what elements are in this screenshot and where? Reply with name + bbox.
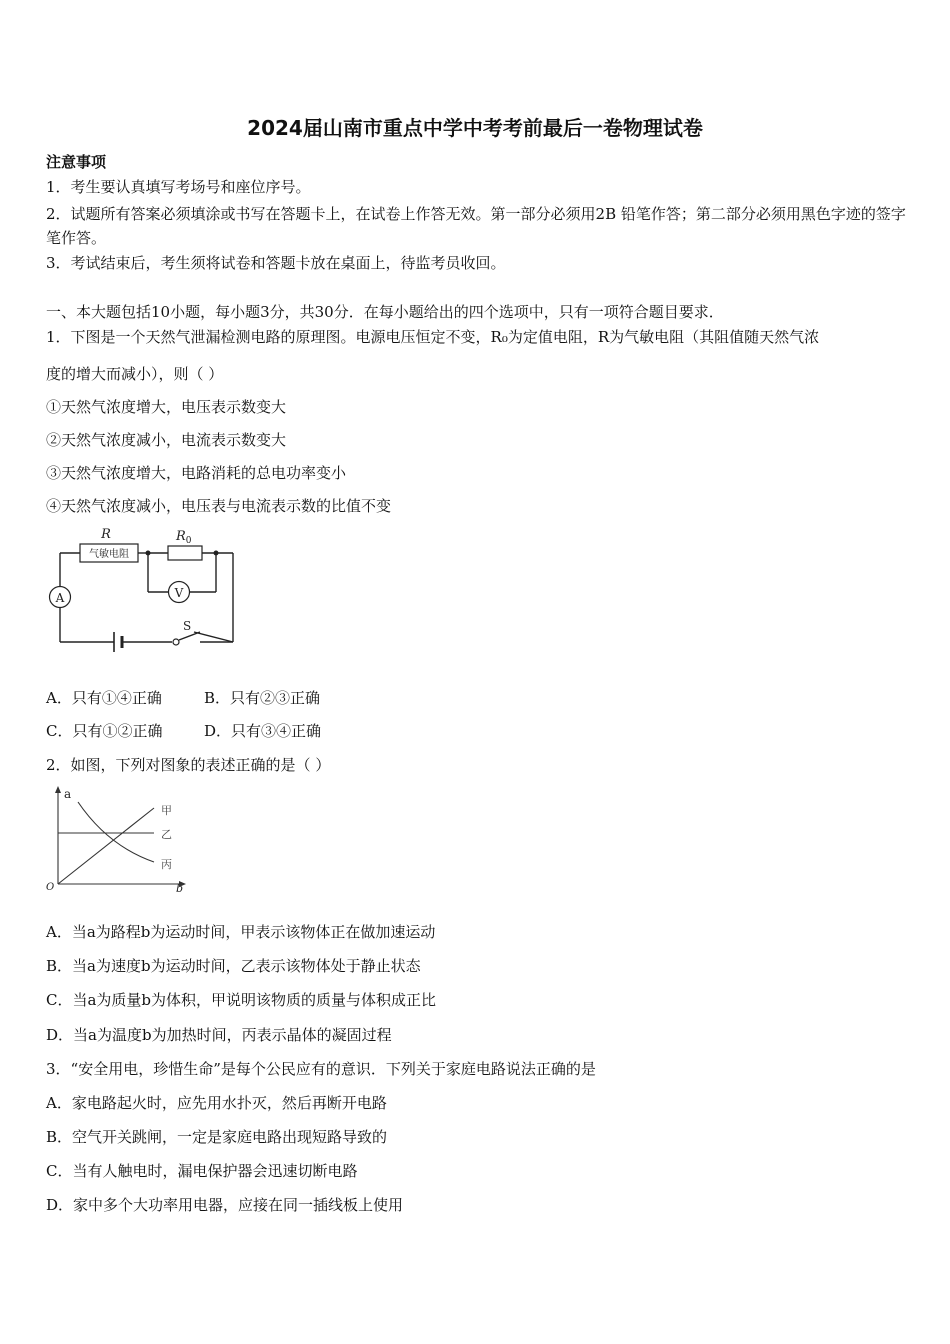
q3-option-c: C．当有人触电时，漏电保护器会迅速切断电路 xyxy=(46,1162,358,1180)
page-title: 2024届山南市重点中学中考考前最后一卷物理试卷 xyxy=(247,116,703,140)
switch-pivot xyxy=(173,639,179,645)
circuit-diagram xyxy=(40,522,250,662)
q3-stem: 3．“安全用电，珍惜生命”是每个公民应有的意识．下列关于家庭电路说法正确的是 xyxy=(46,1060,596,1078)
q2-option-b: B．当a为速度b为运动时间，乙表示该物体处于静止状态 xyxy=(46,957,421,975)
q1-option-d: D．只有③④正确 xyxy=(204,722,322,740)
notice-heading: 注意事项 xyxy=(46,153,107,171)
notice-item-1: 1．考生要认真填写考场号和座位序号。 xyxy=(46,178,311,196)
fixed-resistor-r0 xyxy=(168,546,202,560)
voltmeter-label: V xyxy=(174,586,184,600)
q1-statement-1: ①天然气浓度增大，电压表示数变大 xyxy=(46,398,287,416)
q1-option-a: A．只有①④正确 xyxy=(46,689,162,707)
q1-option-c: C．只有①②正确 xyxy=(46,722,163,740)
series-jia-line xyxy=(58,808,154,884)
y-axis-arrow xyxy=(55,786,61,793)
switch-label: S xyxy=(183,619,192,633)
q3-option-a: A．家电路起火时，应先用水扑灭，然后再断开电路 xyxy=(46,1094,387,1112)
q2-stem: 2．如图，下列对图象的表述正确的是（ ） xyxy=(46,756,331,774)
series-yi-label: 乙 xyxy=(161,828,172,841)
series-bing-label: 丙 xyxy=(161,858,172,871)
resistor-r0-label: $R_0$ xyxy=(176,529,192,546)
series-bing-curve xyxy=(78,802,154,862)
notice-item-2: 2．试题所有答案必须填涂或书写在答题卡上，在试卷上作答无效。第一部分必须用2B 铅笔作答；第二部分必须用黑色字迹的签字笔作答。 xyxy=(46,205,906,247)
section-heading: 一、本大题包括10小题，每小题3分，共30分．在每小题给出的四个选项中，只有一项符合题目要求． xyxy=(46,303,724,321)
q2-graph xyxy=(44,784,190,894)
series-jia-label: 甲 xyxy=(161,804,172,817)
gas-sensor-label: 气敏电阻 xyxy=(89,549,129,560)
ammeter-label: A xyxy=(55,591,65,605)
resistor-r-label: R xyxy=(101,527,111,542)
q2-option-c: C．当a为质量b为体积，甲说明该物质的质量与体积成正比 xyxy=(46,991,437,1009)
x-axis-label: b xyxy=(176,882,184,894)
q1-statement-4: ④天然气浓度减小，电压表与电流表示数的比值不变 xyxy=(46,497,392,515)
q1-statement-2: ②天然气浓度减小，电流表示数变大 xyxy=(46,431,287,449)
switch-lever xyxy=(179,632,200,640)
q3-option-b: B．空气开关跳闸，一定是家庭电路出现短路导致的 xyxy=(46,1128,388,1146)
q1-stem-line-1: 1．下图是一个天然气泄漏检测电路的原理图。电源电压恒定不变，R₀为定值电阻，R为气敏电阻（其阻值随天然气浓 xyxy=(46,328,820,346)
y-axis-label: a xyxy=(64,787,72,801)
notice-item-3: 3．考试结束后，考生须将试卷和答题卡放在桌面上，待监考员收回。 xyxy=(46,254,506,272)
origin-label: O xyxy=(46,882,55,893)
q1-statement-3: ③天然气浓度增大，电路消耗的总电功率变小 xyxy=(46,464,347,482)
q2-option-a: A．当a为路程b为运动时间，甲表示该物体正在做加速运动 xyxy=(46,923,436,941)
junction-dot xyxy=(214,551,219,556)
q1-option-b: B．只有②③正确 xyxy=(204,689,321,707)
q2-option-d: D．当a为温度b为加热时间，丙表示晶体的凝固过程 xyxy=(46,1026,392,1044)
q1-stem-line-2: 度的增大而减小），则（ ） xyxy=(46,365,224,383)
q3-option-d: D．家中多个大功率用电器，应接在同一插线板上使用 xyxy=(46,1196,404,1214)
junction-dot xyxy=(146,551,151,556)
